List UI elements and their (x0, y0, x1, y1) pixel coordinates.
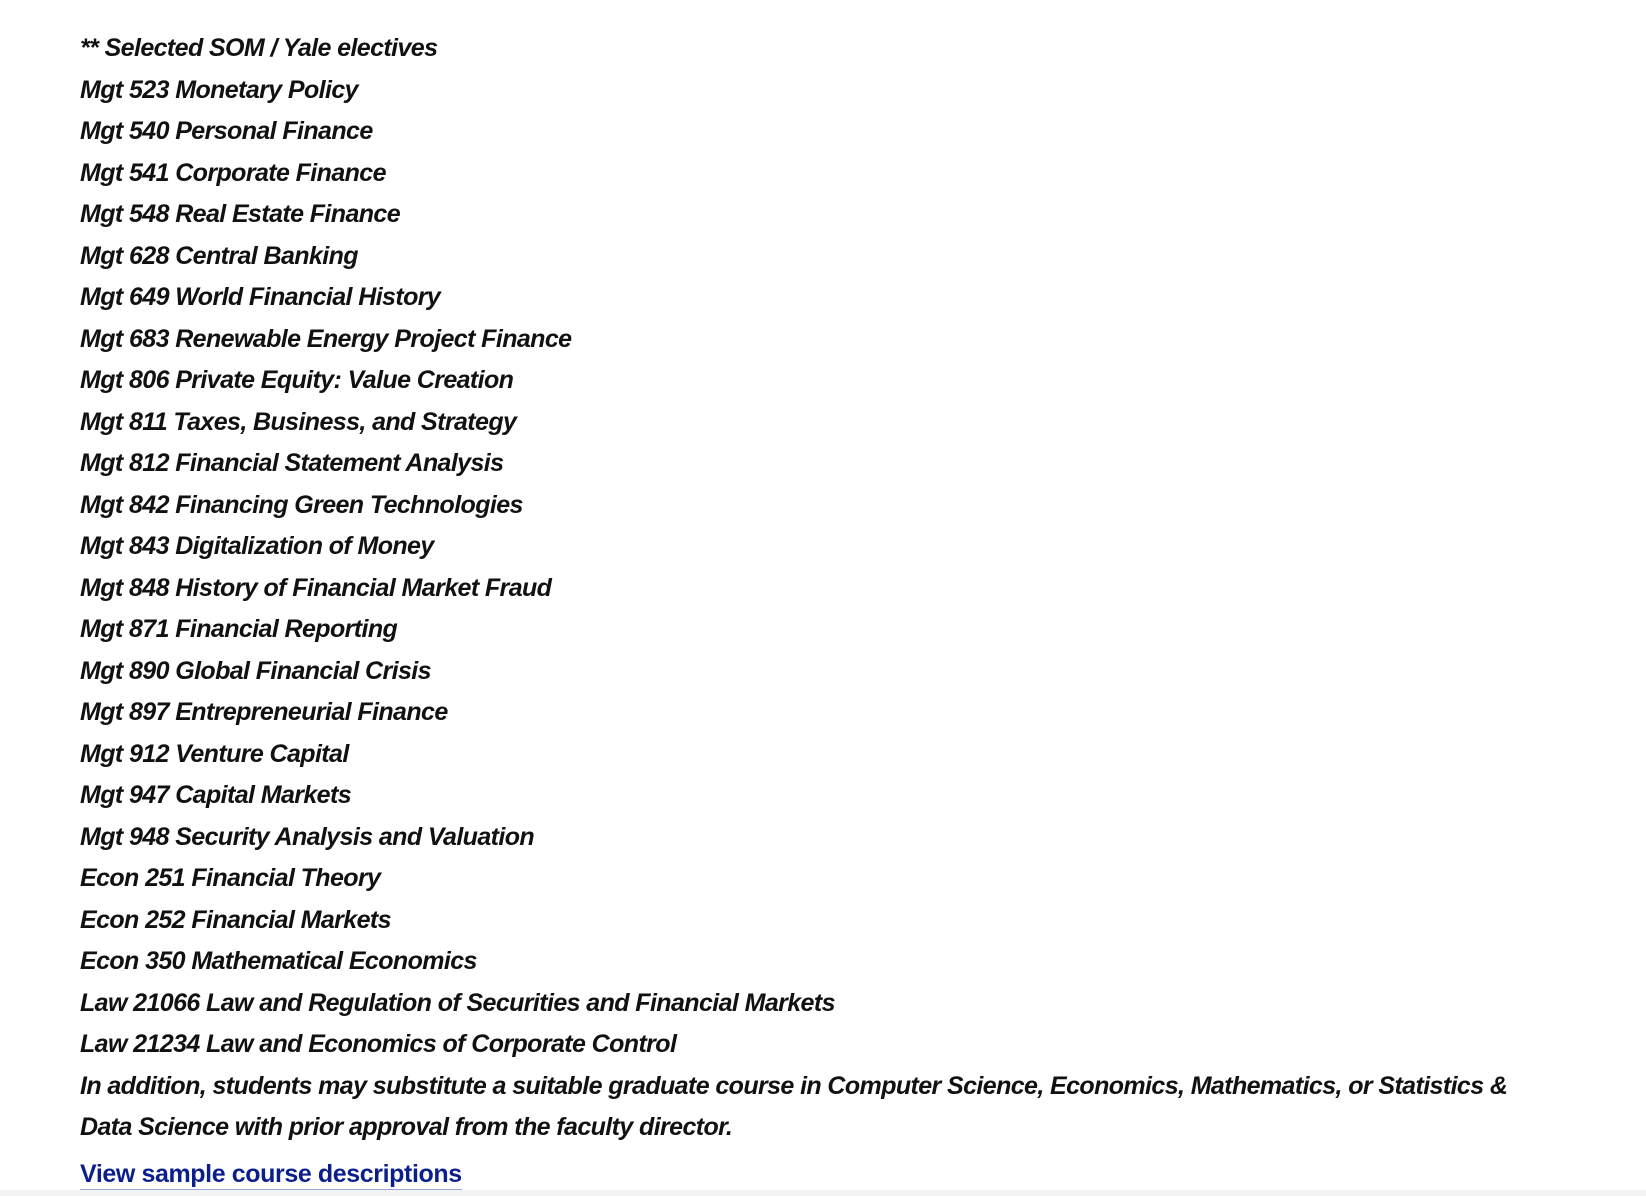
course-item: Law 21066 Law and Regulation of Securities and Financial Markets (80, 988, 835, 1017)
course-item: Mgt 897 Entrepreneurial Finance (80, 698, 448, 726)
electives-section (80, 28, 1580, 1198)
course-item: Mgt 948 Security Analysis and Valuation (80, 822, 535, 851)
course-item: Mgt 812 Financial Statement Analysis (80, 449, 504, 477)
electives-heading: ** Selected SOM / Yale electives (80, 34, 438, 62)
course-item: Mgt 842 Financing Green Technologies (80, 490, 523, 519)
course-item: Mgt 848 History of Financial Market Fraud (80, 573, 552, 602)
course-item: Mgt 871 Financial Reporting (80, 615, 398, 643)
course-item: Econ 251 Financial Theory (80, 864, 381, 892)
course-item: Mgt 649 World Financial History (80, 283, 441, 311)
course-item: Mgt 548 Real Estate Finance (80, 200, 401, 228)
course-item: Mgt 912 Venture Capital (80, 739, 349, 768)
course-item: Econ 252 Financial Markets (80, 905, 391, 934)
course-item: Mgt 523 Monetary Policy (80, 75, 358, 104)
course-item: Mgt 806 Private Equity: Value Creation (80, 366, 514, 394)
course-item: Mgt 628 Central Banking (80, 241, 358, 270)
course-item: Mgt 843 Digitalization of Money (80, 532, 434, 560)
course-item: Mgt 541 Corporate Finance (80, 158, 386, 187)
course-item: Mgt 890 Global Financial Crisis (80, 656, 431, 685)
course-item: Econ 350 Mathematical Economics (80, 947, 477, 975)
course-item: Mgt 811 Taxes, Business, and Strategy (80, 407, 517, 436)
bottom-edge-shade (0, 1190, 1646, 1196)
course-item: Law 21234 Law and Economics of Corporate Control (80, 1030, 677, 1058)
view-sample-course-descriptions-link[interactable]: View sample course descriptions (80, 1160, 462, 1191)
course-item: Mgt 683 Renewable Energy Project Finance (80, 324, 572, 353)
course-item: Mgt 947 Capital Markets (80, 781, 352, 809)
course-list (80, 70, 1580, 1066)
course-item: Mgt 540 Personal Finance (80, 117, 373, 145)
substitution-note: In addition, students may substitute a suitable graduate course in Computer Science, Economics, Mathematics, or Statistics & Data Science with prior approval from the faculty director. (80, 1071, 1508, 1141)
